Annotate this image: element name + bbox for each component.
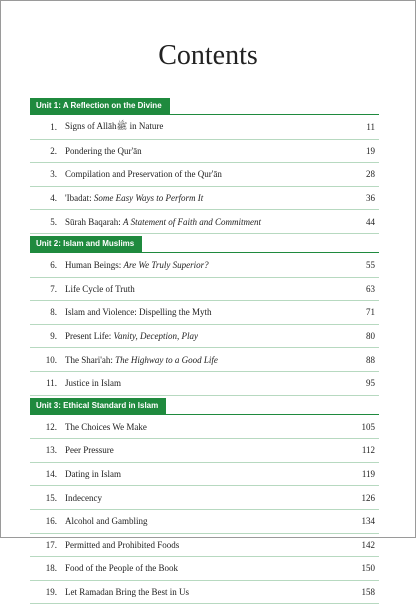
toc-entry[interactable] (30, 510, 379, 534)
chapter-title-text: Compilation and Preservation of the Qur'ān (65, 169, 222, 180)
chapter-subtitle-italic: Vanity, Deception, Play (113, 331, 198, 342)
toc-entry[interactable] (30, 581, 379, 604)
chapter-title-text: Signs of Allāhﷺ in Nature (65, 121, 164, 132)
toc-entry[interactable] (30, 210, 379, 234)
unit-label: Unit 3: Ethical Standard in Islam (30, 398, 166, 414)
chapter-title-text: Islam and Violence: Dispelling the Myth (65, 307, 212, 318)
toc-entry[interactable] (30, 439, 379, 463)
chapter-number: 2. (50, 145, 57, 156)
chapter-title (65, 331, 345, 341)
chapter-title (65, 120, 345, 134)
toc-entry[interactable] (30, 278, 379, 302)
chapter-title (65, 445, 345, 455)
chapter-number: 18. (45, 563, 57, 574)
chapter-title (65, 260, 345, 270)
unit-label: Unit 2: Islam and Muslims (30, 236, 142, 252)
toc-entry[interactable] (30, 187, 379, 211)
chapter-number: 7. (50, 283, 57, 294)
chapter-title (65, 422, 345, 432)
page-number: 158 (361, 586, 375, 597)
toc-entry[interactable] (30, 463, 379, 487)
page-title: Contents (158, 40, 258, 71)
chapter-title-text: Alcohol and Gambling (65, 516, 148, 527)
page-number: 134 (361, 516, 375, 527)
chapter-number: 13. (45, 445, 57, 456)
chapter-number: 11. (46, 378, 57, 389)
chapter-subtitle-italic: Are We Truly Superior? (123, 260, 209, 271)
page-number: 105 (361, 421, 375, 432)
chapter-number: 12. (45, 421, 57, 432)
toc-entry[interactable] (30, 325, 379, 349)
chapter-title (65, 516, 345, 526)
toc-entry[interactable] (30, 116, 379, 140)
chapter-title-text: The Choices We Make (65, 421, 147, 432)
page-number: 95 (366, 378, 375, 389)
chapter-title-text: Dating in Islam (65, 469, 121, 480)
chapter-number: 5. (50, 216, 57, 227)
chapter-subtitle-italic: Some Easy Ways to Perform It (93, 193, 204, 204)
toc-entry[interactable] (30, 534, 379, 558)
toc-entry[interactable] (30, 557, 379, 581)
toc-entry[interactable] (30, 254, 379, 278)
chapter-number: 9. (50, 331, 57, 342)
chapter-title (65, 469, 345, 479)
page-number: 119 (361, 469, 375, 480)
toc-entry[interactable] (30, 348, 379, 372)
chapter-number: 16. (45, 516, 57, 527)
chapter-subtitle-italic: The Highway to a Good Life (115, 354, 218, 365)
chapter-title (65, 284, 345, 294)
chapter-title-text: Indecency (65, 492, 102, 503)
page-number: 55 (366, 260, 375, 271)
chapter-number: 8. (50, 307, 57, 318)
chapter-title-text: Food of the People of the Book (65, 563, 178, 574)
chapter-number: 17. (45, 539, 57, 550)
page-number: 80 (366, 331, 375, 342)
chapter-number: 15. (45, 492, 57, 503)
chapter-title-text: Permitted and Prohibited Foods (65, 539, 180, 550)
chapter-number: 10. (45, 354, 57, 365)
page-number: 28 (366, 169, 375, 180)
chapter-subtitle-italic: A Statement of Faith and Commitment (122, 216, 262, 227)
chapter-title-text: Sūrah Baqarah: (65, 216, 123, 227)
table-of-contents (30, 98, 379, 604)
page-number: 112 (361, 445, 375, 456)
chapter-title (65, 493, 345, 503)
chapter-title (65, 355, 345, 365)
chapter-title-text: Pondering the Qur'ān (65, 145, 142, 156)
unit-label: Unit 1: A Reflection on the Divine (30, 98, 170, 114)
toc-entry[interactable] (30, 416, 379, 440)
chapter-title-text: 'Ibadat: (65, 193, 94, 204)
chapter-title-text: Peer Pressure (65, 445, 114, 456)
chapter-title-text: Present Life: (65, 331, 114, 342)
chapter-title (65, 587, 345, 597)
chapter-title (65, 193, 345, 203)
toc-entry[interactable] (30, 372, 379, 396)
unit-header (30, 98, 379, 115)
toc-entry[interactable] (30, 163, 379, 187)
page-number: 63 (366, 283, 375, 294)
page-number: 36 (366, 193, 375, 204)
page-number: 71 (366, 307, 375, 318)
chapter-title-text: Justice in Islam (65, 378, 121, 389)
chapter-title (65, 169, 345, 179)
toc-entry[interactable] (30, 301, 379, 325)
chapter-title (65, 378, 345, 388)
chapter-title-text: Human Beings: (65, 260, 124, 271)
page-number: 11 (366, 122, 375, 133)
toc-entry[interactable] (30, 486, 379, 510)
chapter-title-text: The Shari'ah: (65, 354, 116, 365)
unit-header (30, 398, 379, 415)
page-number: 88 (366, 354, 375, 365)
chapter-number: 19. (45, 586, 57, 597)
chapter-number: 3. (50, 169, 57, 180)
page-number: 142 (361, 539, 375, 550)
page-number: 126 (361, 492, 375, 503)
chapter-number: 14. (45, 469, 57, 480)
toc-entry[interactable] (30, 140, 379, 164)
chapter-number: 4. (50, 193, 57, 204)
page-number: 150 (361, 563, 375, 574)
chapter-title-text: Let Ramadan Bring the Best in Us (65, 586, 189, 597)
chapter-title (65, 217, 345, 227)
chapter-number: 6. (50, 260, 57, 271)
chapter-title (65, 307, 345, 317)
chapter-title (65, 146, 345, 156)
page-number: 19 (366, 145, 375, 156)
unit-header (30, 236, 379, 253)
chapter-title (65, 563, 345, 573)
chapter-title-text: Life Cycle of Truth (65, 283, 135, 294)
page-number: 44 (366, 216, 375, 227)
chapter-title (65, 540, 345, 550)
chapter-number: 1. (50, 122, 57, 133)
